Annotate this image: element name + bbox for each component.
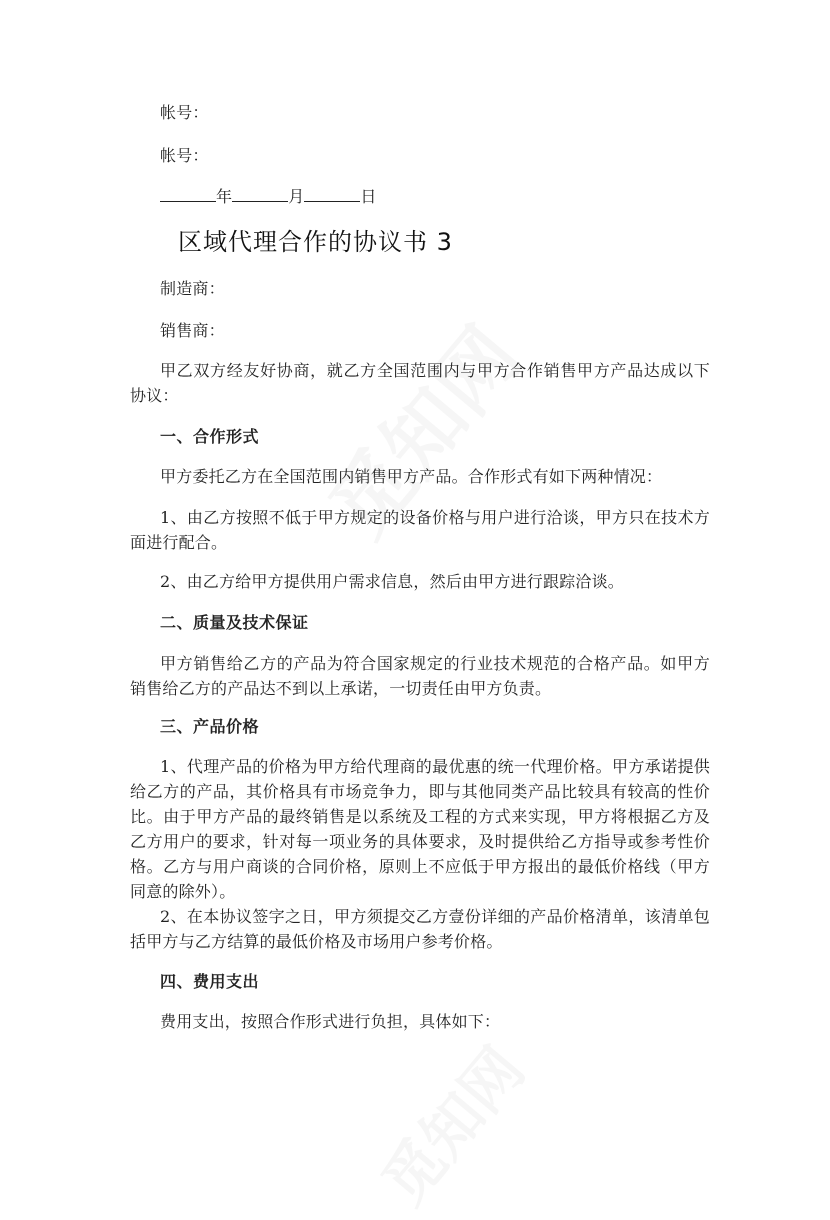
- seller-label: 销售商：: [160, 321, 225, 340]
- date-blank-month: [232, 185, 288, 202]
- section-2-paragraph-1: 甲方销售给乙方的产品为符合国家规定的行业技术规范的合格产品。如甲方销售给乙方的产品达不到以上承诺，一切责任由甲方负责。: [130, 654, 710, 698]
- section-heading-2: 二、质量及技术保证: [160, 613, 309, 632]
- account-line-2: 帐号：: [160, 146, 209, 165]
- account-line-1: 帐号：: [160, 103, 209, 122]
- section-heading-3: 三、产品价格: [160, 717, 260, 736]
- date-line: [160, 184, 377, 209]
- date-day-label: 日: [360, 187, 377, 206]
- section-heading-1: 一、合作形式: [160, 427, 260, 446]
- section-3-paragraph-1: 1、代理产品的价格为甲方给代理商的最优惠的统一代理价格。甲方承诺提供给乙方的产品，其价格具有市场竞争力，即与其他同类产品比较具有较高的性价比。由于甲方产品的最终销售是以系统及工程的方式来实现，甲方将根据乙方及乙方用户的要求，针对每一项业务的具体要求，及时提供给乙方指导或参考性价格。乙方与用户商谈的合同价格，原则上不应低于甲方报出的最低价格线（甲方同意的除外）。: [130, 757, 710, 901]
- section-1-paragraph-2: 1、由乙方按照不低于甲方规定的设备价格与用户进行洽谈，甲方只在技术方面进行配合。: [130, 508, 710, 552]
- date-year-label: 年: [216, 187, 233, 206]
- intro-paragraph: 甲乙双方经友好协商，就乙方全国范围内与甲方合作销售甲方产品达成以下协议：: [130, 361, 710, 405]
- date-blank-day: [304, 185, 360, 202]
- section-3-paragraph-2: 2、在本协议签字之日，甲方须提交乙方壹份详细的产品价格清单，该清单包括甲方与乙方结算的最低价格及市场用户参考价格。: [130, 907, 710, 951]
- date-blank-year: [160, 185, 216, 202]
- watermark-logo: [359, 1026, 541, 1219]
- manufacturer-label: 制造商：: [160, 279, 225, 298]
- document-title: 区域代理合作的协议书 3: [178, 228, 453, 256]
- section-4-paragraph-1: 费用支出，按照合作形式进行负担，具体如下：: [160, 1012, 501, 1031]
- section-1-paragraph-1: 甲方委托乙方在全国范围内销售甲方产品。合作形式有如下两种情况：: [160, 467, 663, 486]
- section-1-paragraph-3: 2、由乙方给甲方提供用户需求信息，然后由甲方进行跟踪洽谈。: [160, 572, 624, 591]
- date-month-label: 月: [288, 187, 305, 206]
- section-heading-4: 四、费用支出: [160, 972, 260, 991]
